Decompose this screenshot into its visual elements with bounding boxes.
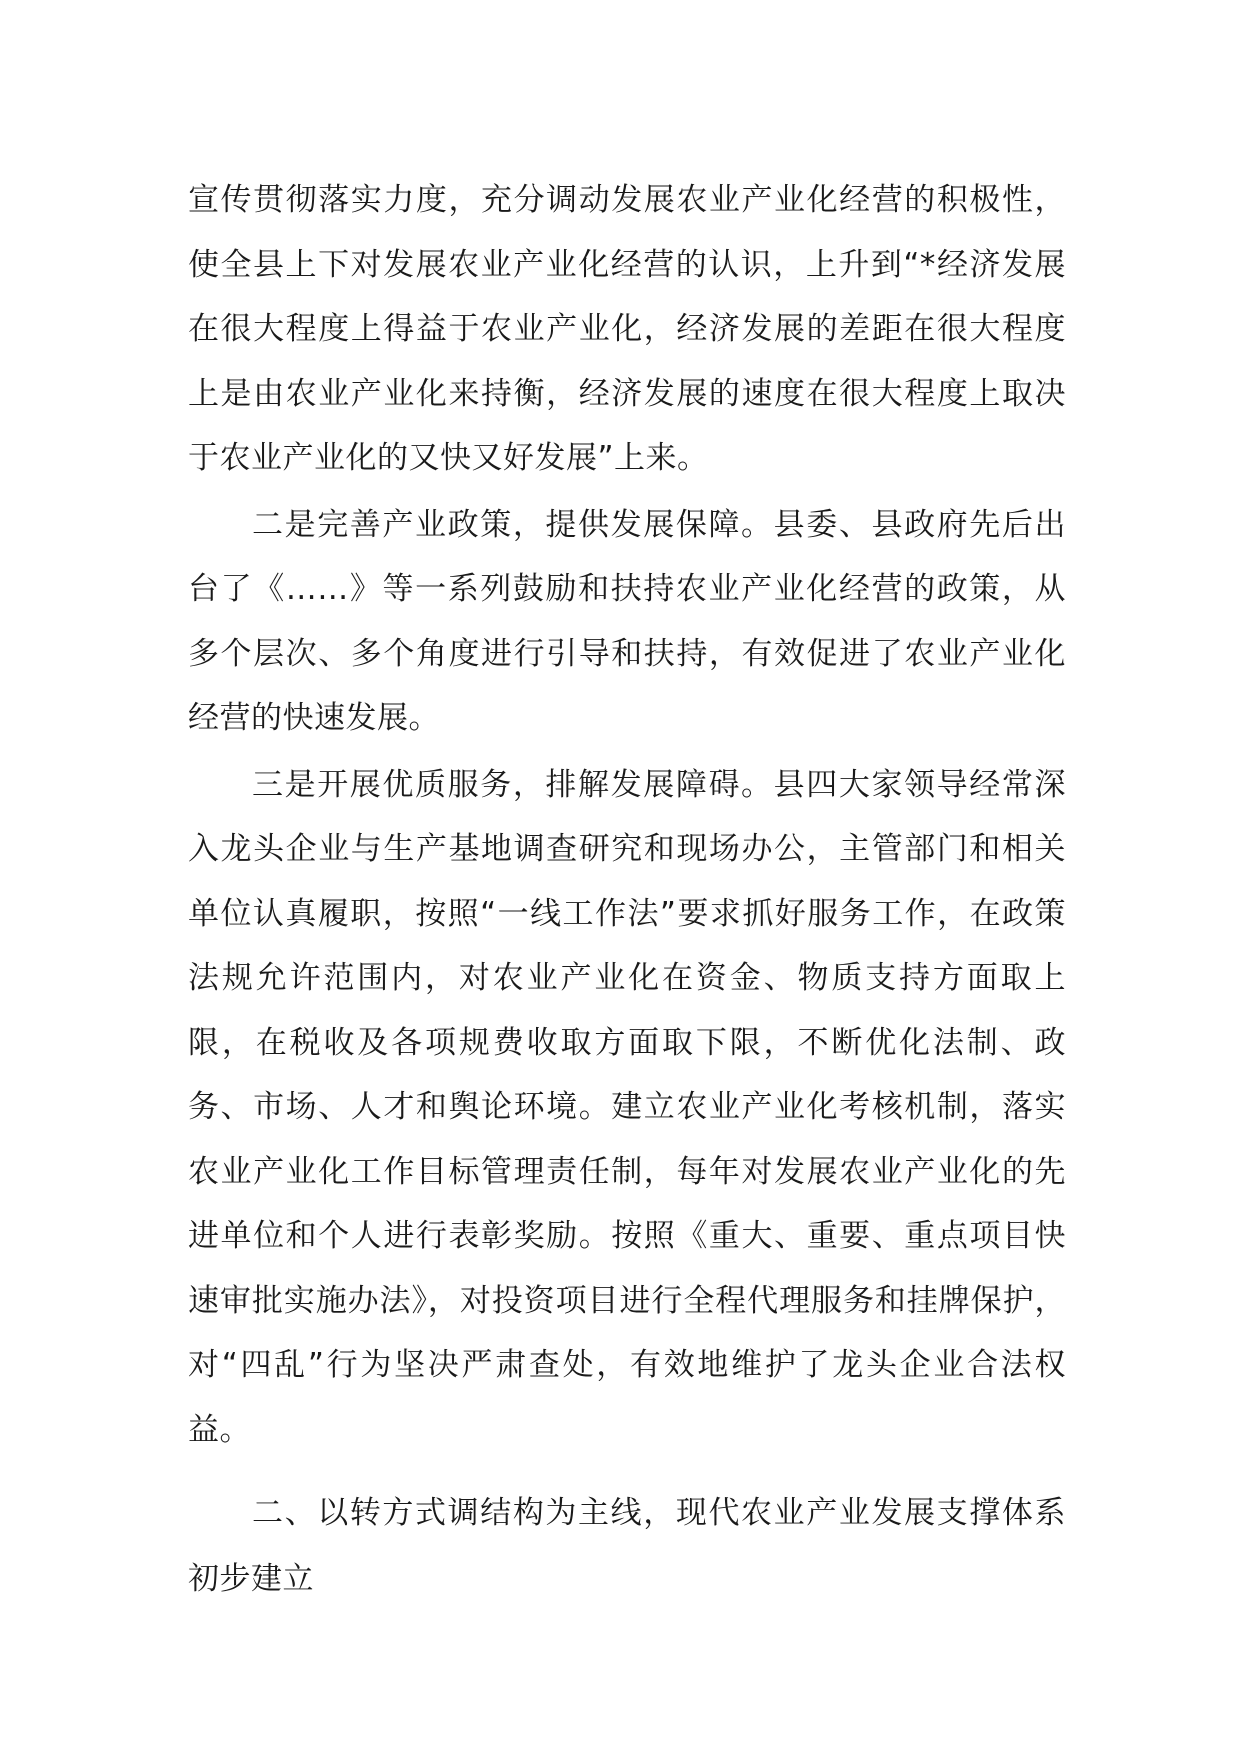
document-body	[188, 168, 1066, 1612]
paragraph-policy: 二是完善产业政策，提供发展保障。县委、县政府先后出台了《……》等一系列鼓励和扶持农业产业化经营的政策，从多个层次、多个角度进行引导和扶持，有效促进了农业产业化经营的快速发展。	[188, 506, 1066, 736]
paragraph-continued: 宣传贯彻落实力度，充分调动发展农业产业化经营的积极性，使全县上下对发展农业产业化经营的认识，上升到“*经济发展在很大程度上得益于农业产业化，经济发展的差距在很大程度上是由农业产业化来持衡，经济发展的速度在很大程度上取决于农业产业化的又快又好发展”上来。	[188, 182, 1066, 476]
paragraph-service: 三是开展优质服务，排解发展障碍。县四大家领导经常深入龙头企业与生产基地调查研究和现场办公，主管部门和相关单位认真履职，按照“一线工作法”要求抓好服务工作，在政策法规允许范围内，对农业产业化在资金、物质支持方面取上限，在税收及各项规费收取方面取下限，不断优化法制、政务、市场、人才和舆论环境。建立农业产业化考核机制，落实农业产业化工作目标管理责任制，每年对发展农业产业化的先进单位和个人进行表彰奖励。按照《重大、重要、重点项目快速审批实施办法》，对投资项目进行全程代理服务和挂牌保护，对“四乱”行为坚决严肃查处，有效地维护了龙头企业合法权益。	[188, 766, 1066, 1448]
section-heading: 二、以转方式调结构为主线，现代农业产业发展支撑体系初步建立	[188, 1495, 1066, 1597]
